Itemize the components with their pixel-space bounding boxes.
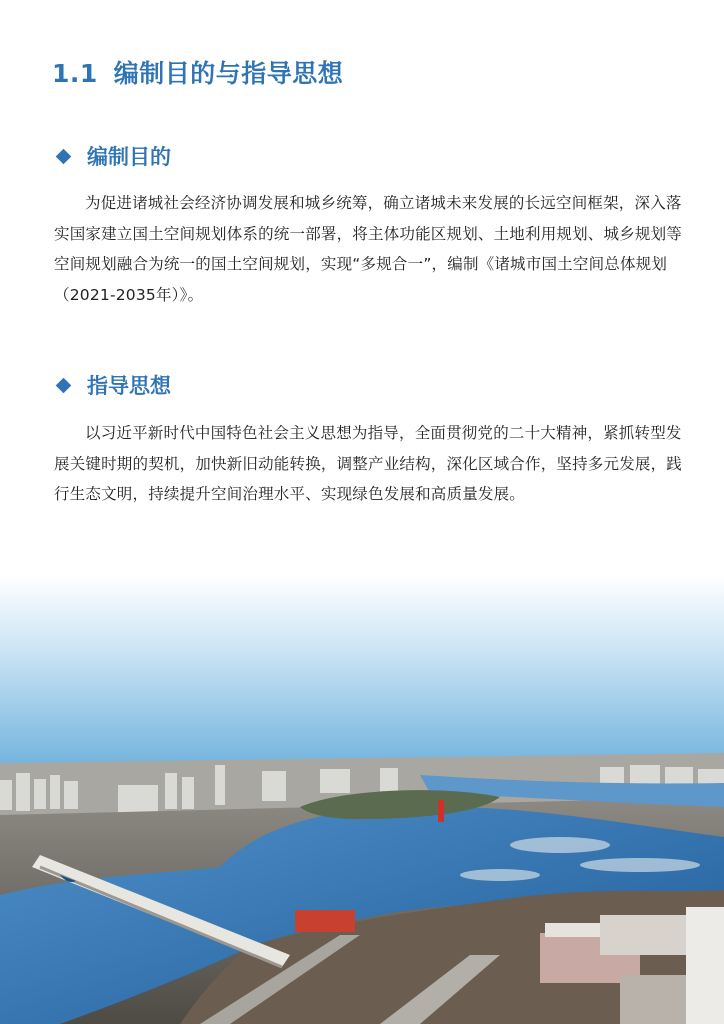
sky	[0, 575, 724, 775]
section-title: 编制目的与指导思想	[113, 59, 344, 88]
red-sculpture	[438, 800, 444, 822]
section-body-guiding-ideology: 以习近平新时代中国特色社会主义思想为指导，全面贯彻党的二十大精神，紧抓转型发展关键时期的契机，加快新旧动能转换，调整产业结构，深化区域合作，坚持多元发展，践行生态文明，持续提升空间治理水平、实现绿色发展和高质量发展。	[54, 424, 683, 503]
diamond-bullet-icon	[56, 148, 72, 164]
city-aerial-photo	[0, 575, 724, 1024]
section-heading-purpose	[56, 141, 171, 171]
page-title	[52, 54, 343, 90]
section-body-purpose: 为促进诸城社会经济协调发展和城乡统筹，确立诸城未来发展的长远空间框架，深入落实国家建立国土空间规划体系的统一部署，将主体功能区规划、土地利用规划、城乡规划等空间规划融合为统一的国土空间规划，实现“多规合一”，编制《诸城市国土空间总体规划（2021-2035年）》。	[54, 194, 683, 304]
city-aerial-illustration	[0, 575, 724, 1024]
section-heading-guiding-ideology	[56, 370, 171, 400]
red-pavilion	[295, 910, 355, 932]
section-heading-label: 编制目的	[87, 145, 171, 169]
section-heading-label: 指导思想	[87, 374, 171, 398]
section-number: 1.1	[52, 59, 98, 88]
diamond-bullet-icon	[56, 377, 72, 393]
